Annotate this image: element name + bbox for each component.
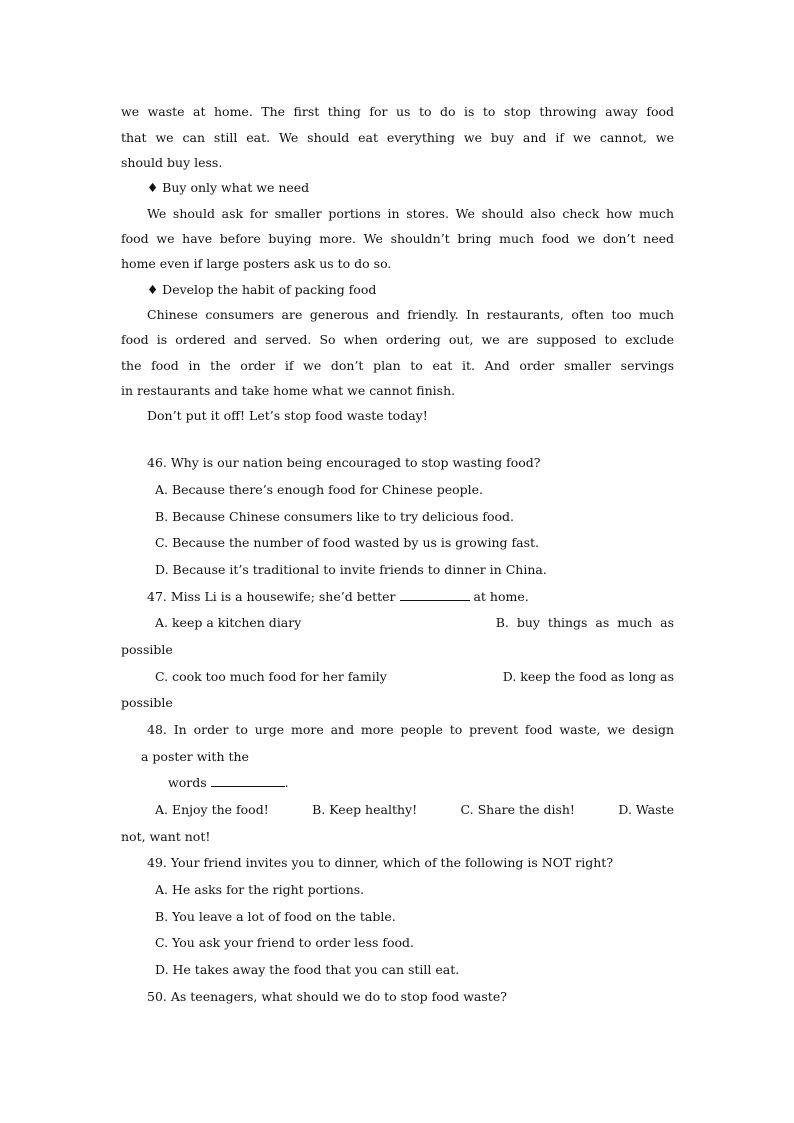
question-48-stem-line1: 48. In order to urge more and more people to prevent food waste, we design [147, 722, 674, 737]
question-47-stem-after: at home. [473, 589, 529, 604]
question-47-option-c: C. cook too much food for her family [155, 669, 387, 684]
question-48-option-c: C. Share the dish! [460, 802, 575, 817]
question-49-option-b: B. You leave a lot of food on the table. [155, 909, 396, 924]
answer-blank [400, 589, 470, 601]
passage-line: Chinese consumers are generous and friendly. In restaurants, often too much [147, 307, 674, 322]
question-46-stem: 46. Why is our nation being encouraged to stop wasting food? [147, 455, 541, 470]
passage-line: should buy less. [121, 155, 223, 170]
question-49-option-d: D. He takes away the food that you can still eat. [155, 962, 460, 977]
question-47-option-b: B. buy things as much as [495, 615, 674, 630]
closing-line: Don’t put it off! Let’s stop food waste today! [147, 408, 428, 423]
question-49-stem: 49. Your friend invites you to dinner, which of the following is NOT right? [147, 855, 614, 870]
answer-blank [211, 775, 285, 787]
question-49-option-a: A. He asks for the right portions. [155, 882, 365, 897]
question-48-option-a: A. Enjoy the food! [155, 802, 269, 817]
passage-line: We should ask for smaller portions in stores. We should also check how much [147, 206, 674, 221]
question-47-option-d-wrap: possible [121, 695, 173, 710]
question-47-options-row1 [155, 615, 674, 631]
question-48-option-d: D. Waste [618, 802, 674, 817]
passage-line: food we have before buying more. We shouldn’t bring much food we don’t need [121, 231, 674, 246]
section-heading: ♦ Buy only what we need [147, 180, 310, 195]
question-50-stem: 50. As teenagers, what should we do to stop food waste? [147, 989, 507, 1004]
question-46-option-b: B. Because Chinese consumers like to try delicious food. [155, 509, 515, 524]
question-47-option-b-wrap: possible [121, 642, 173, 657]
question-48-stem-before: words [168, 775, 207, 790]
passage-line: food is ordered and served. So when ordering out, we are supposed to exclude [121, 332, 674, 347]
question-48-options-row [155, 802, 674, 818]
question-49-option-c: C. You ask your friend to order less food. [155, 935, 415, 950]
question-48-stem-line2: a poster with the [141, 749, 249, 764]
question-47-stem-before: 47. Miss Li is a housewife; she’d better [147, 589, 396, 604]
question-47-options-row2 [155, 669, 674, 685]
question-48-option-b: B. Keep healthy! [312, 802, 418, 817]
question-47-option-d: D. keep the food as long as [502, 669, 674, 684]
question-47-stem [147, 589, 674, 605]
passage-line: in restaurants and take home what we cannot finish. [121, 383, 456, 398]
question-48-stem-line3 [168, 775, 674, 791]
question-48-option-d-wrap: not, want not! [121, 829, 211, 844]
section-heading: ♦ Develop the habit of packing food [147, 282, 377, 297]
question-46-option-d: D. Because it’s traditional to invite friends to dinner in China. [155, 562, 547, 577]
question-47-option-a: A. keep a kitchen diary [155, 615, 302, 630]
passage-line: we waste at home. The first thing for us to do is to stop throwing away food [121, 104, 674, 119]
question-46-option-c: C. Because the number of food wasted by us is growing fast. [155, 535, 540, 550]
passage-line: that we can still eat. We should eat everything we buy and if we cannot, we [121, 130, 674, 145]
passage-line: home even if large posters ask us to do so. [121, 256, 392, 271]
question-48-stem-after: . [284, 775, 289, 790]
question-46-option-a: A. Because there’s enough food for Chinese people. [155, 482, 483, 497]
passage-line: the food in the order if we don’t plan to eat it. And order smaller servings [121, 358, 674, 373]
